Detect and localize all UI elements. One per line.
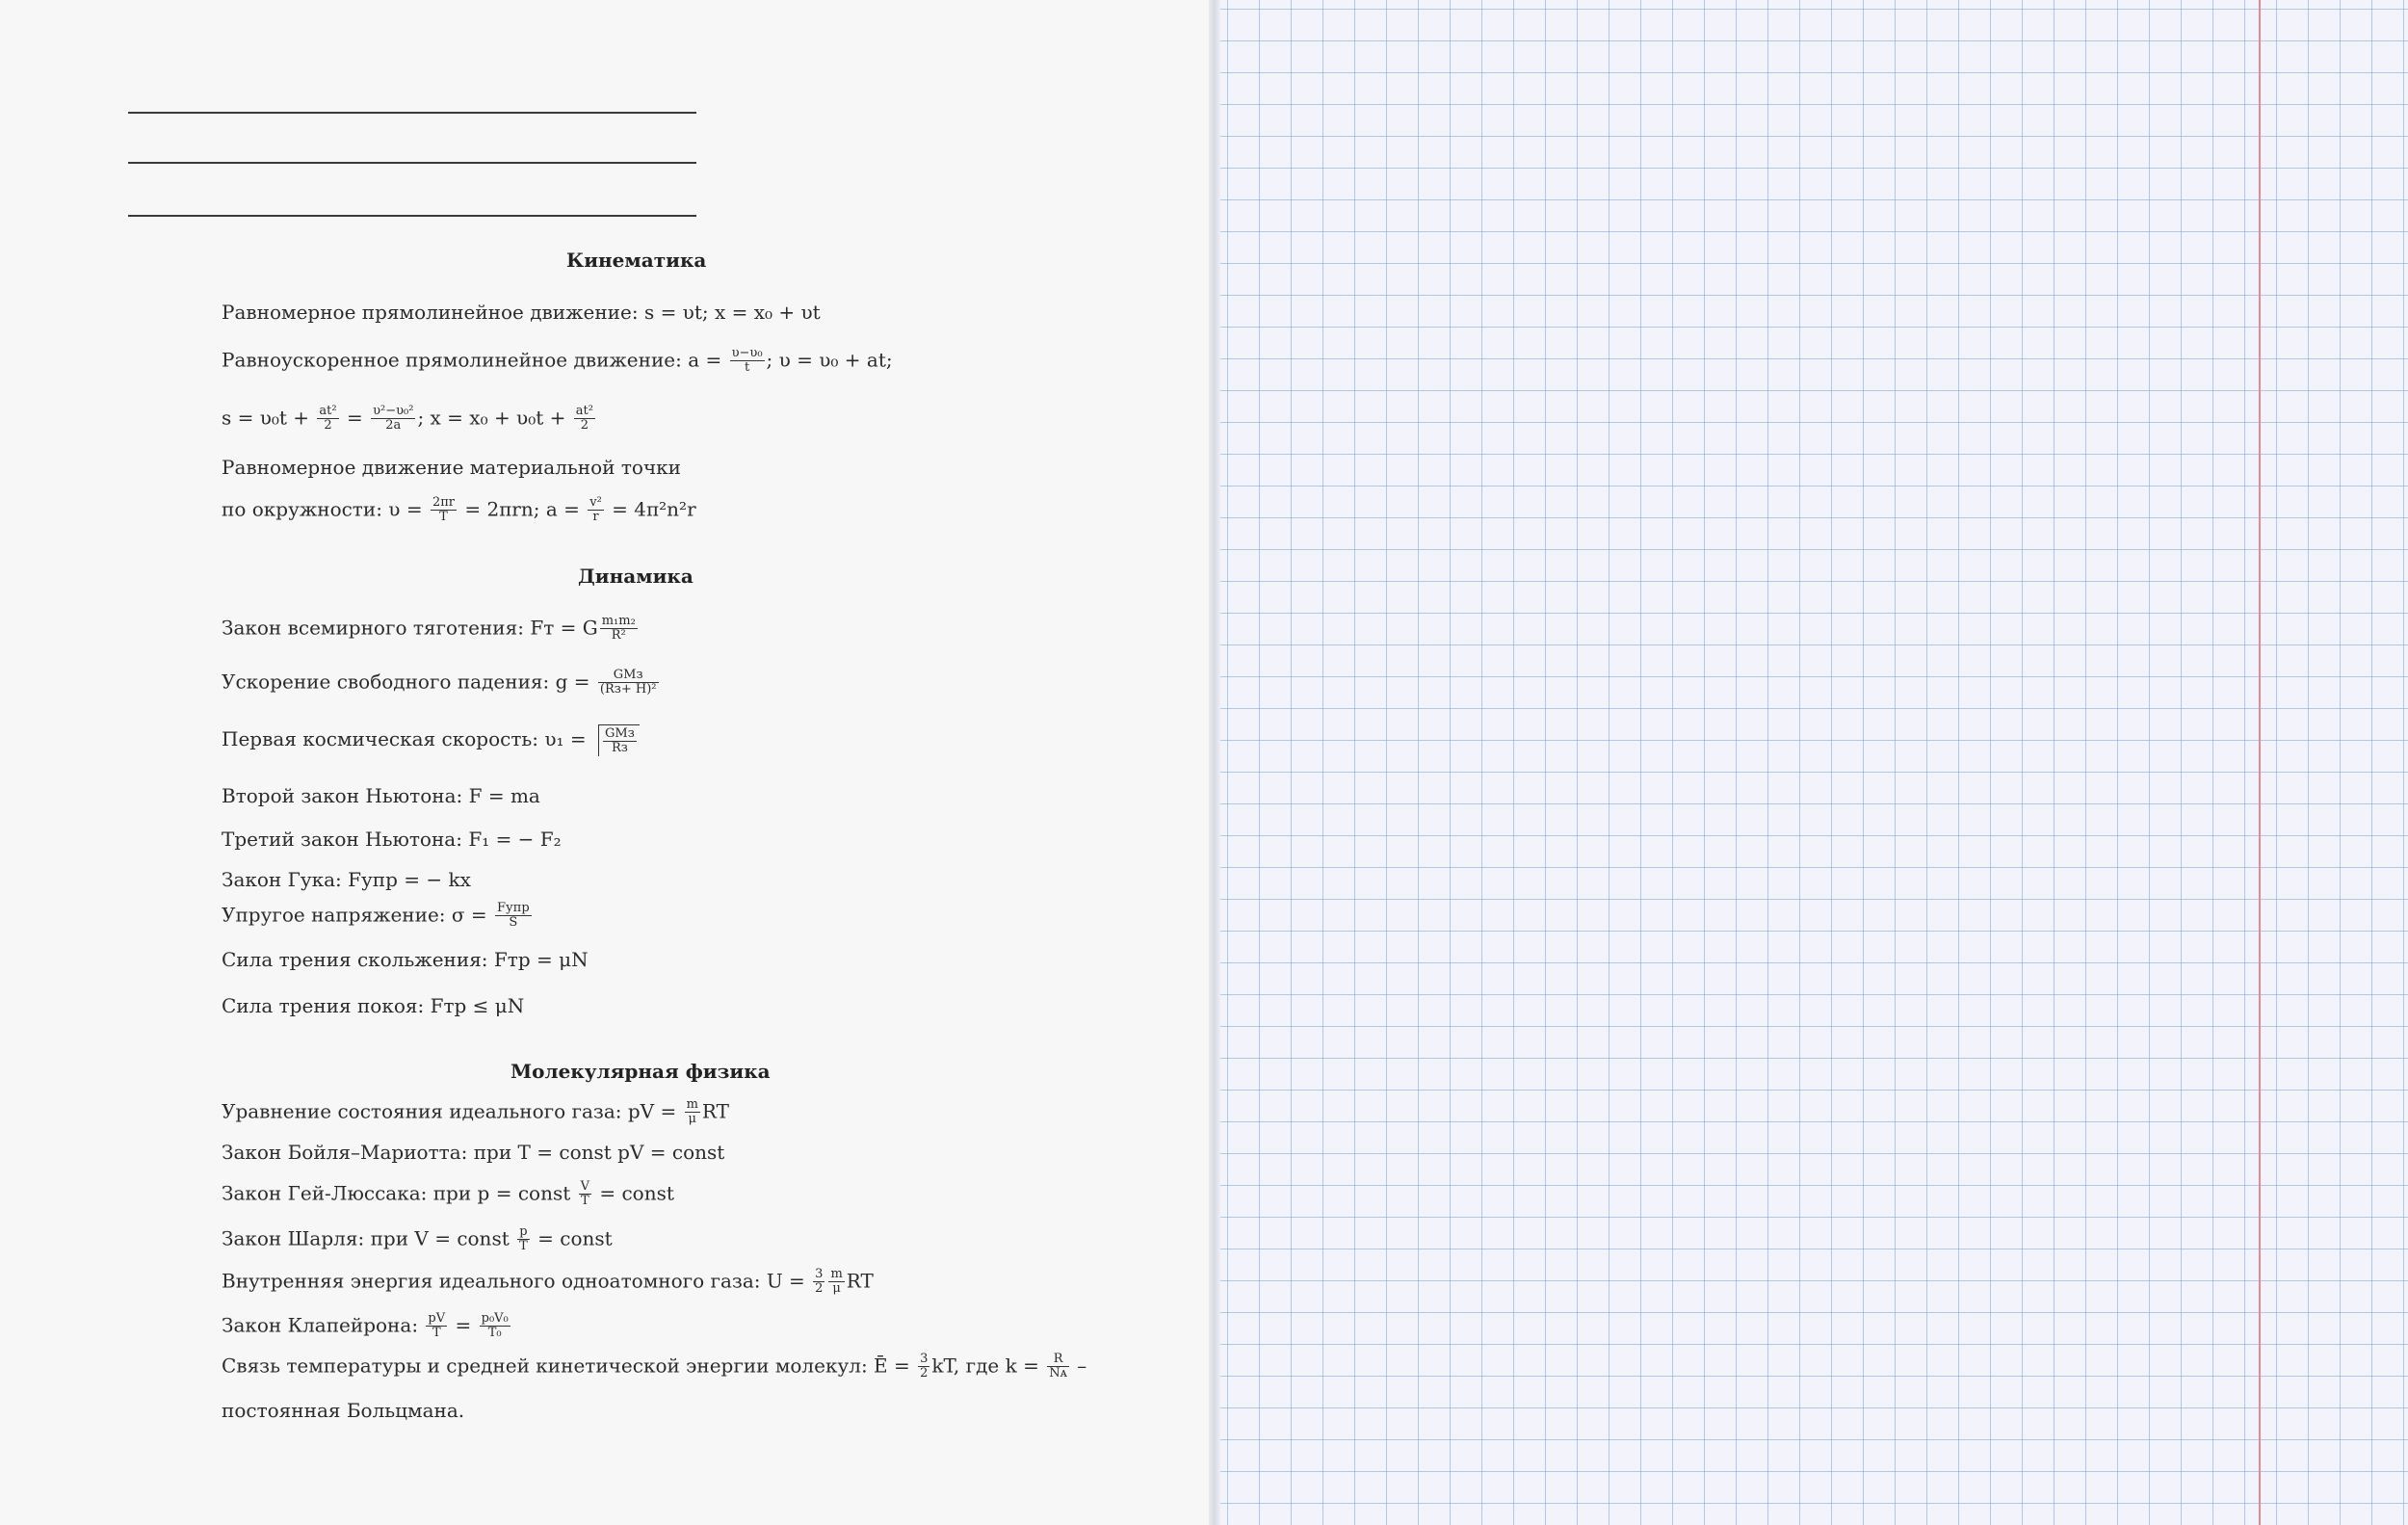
fraction: $\frac{pV}{T}$ [428,1311,446,1341]
fraction: $\frac{p}{T}$ [519,1224,528,1254]
fraction: $\frac{R}{\text{Nᴀ}}$ [1049,1352,1067,1381]
newton-third-law: Третий закон Ньютона: F₁ = − F₂ [222,828,562,851]
sliding-friction-formula: Сила трения скольжения: Fтр = μN [222,948,589,971]
free-fall-formula: Ускорение свободного падения: g = $\frac{\text{GMз}}{\text{(Rз+ H)²}}$ [222,668,657,697]
gravitation-formula: Закон всемирного тяготения: Fт = G $\frac{\text{m₁m₂}}{\text{R²}}$ [222,614,636,644]
circular-motion-label: Равномерное движение материальной точки [222,456,682,479]
margin-line [2259,0,2261,1525]
fraction: $\frac{V}{T}$ [580,1179,589,1209]
grid-paper-page [1220,0,2408,1525]
fraction: $\frac{\text{v²}}{r}$ [589,495,602,525]
dynamics-heading: Динамика [578,565,694,588]
boltzmann-constant-label: постоянная Больцмана. [222,1399,465,1422]
internal-energy-formula: Внутренняя энергия идеального одноатомного газа: U = $\frac{3}{2}$ $\frac{m}{\mu}$ RT [222,1267,874,1297]
fraction: $\frac{2\pi r}{T}$ [432,495,455,525]
ideal-gas-equation: Уравнение состояния идеального газа: pV = $\frac{m}{\mu}$ RT [222,1097,729,1127]
kinetic-energy-relation: Связь температуры и средней кинетической энергии молекул: Ē = $\frac{3}{2}$ kT, где k = $\frac{R}{\text{Nᴀ}}$ – [222,1352,1087,1381]
fraction: $\frac{\text{at²}}{2}$ [575,404,593,434]
notebook-spine [1209,0,1220,1525]
displacement-formula: s = υ₀t + $\frac{\text{at²}}{2}$ = $\frac{\text{υ²−υ₀²}}{2a}$ ; x = x₀ + υ₀t + $\frac{\text{at²}}{2}$ [222,404,593,434]
kinematics-heading: Кинематика [566,249,707,272]
fraction: $\frac{\text{Fупр}}{S}$ [497,901,530,931]
circular-motion-formula: по окружности: υ = $\frac{2\pi r}{T}$ = 2πrn; a = $\frac{\text{v²}}{r}$ = 4π²n²r [222,495,696,525]
fraction: $\frac{\text{υ²−υ₀²}}{2a}$ [373,404,414,434]
fraction: $\frac{\text{GMз}}{Rз}$ [605,726,635,756]
fraction: $\frac{m}{\mu}$ [830,1267,843,1297]
molecular-physics-heading: Молекулярная физика [510,1060,771,1083]
charles-law: Закон Шарля: при V = const $\frac{p}{T}$ = const [222,1224,613,1254]
fraction: $\frac{3}{2}$ [920,1352,929,1381]
clapeyron-law: Закон Клапейрона: $\frac{pV}{T}$ = $\frac{\text{p₀V₀}}{\text{T₀}}$ [222,1311,509,1341]
boyle-mariotte-law: Закон Бойля–Мариотта: при T = const pV = const [222,1141,725,1164]
fraction: $\frac{\text{m₁m₂}}{\text{R²}}$ [601,614,636,644]
square-root [598,724,640,756]
fraction: $\frac{3}{2}$ [815,1267,824,1297]
elastic-stress-formula: Упругое напряжение: σ = $\frac{\text{Fупр}}{S}$ [222,901,530,931]
hooke-law: Закон Гука: Fупр = − kx [222,868,471,891]
first-cosmic-velocity-formula: Первая космическая скорость: υ₁ = $\frac{\text{GMз}}{Rз}$ [222,724,640,756]
name-line-3 [128,215,696,217]
gay-lussac-law: Закон Гей-Люссака: при p = const $\frac{V}{T}$ = const [222,1179,674,1209]
name-line-2 [128,162,696,164]
fraction: $\frac{m}{\mu}$ [686,1097,698,1127]
fraction: $\frac{\text{p₀V₀}}{\text{T₀}}$ [481,1311,509,1341]
uniform-motion-formula: Равномерное прямолинейное движение: s = υt; x = x₀ + υt [222,301,821,324]
fraction: $\frac{\text{υ−υ₀}}{t}$ [731,346,763,376]
name-line-1 [128,112,696,114]
static-friction-formula: Сила трения покоя: Fтр ≤ μN [222,994,525,1017]
newton-second-law: Второй закон Ньютона: F = ma [222,784,540,807]
fraction: $\frac{\text{GMз}}{\text{(Rз+ H)²}}$ [599,668,657,697]
fraction: $\frac{\text{at²}}{2}$ [319,404,337,434]
accelerated-motion-formula: Равноускоренное прямолинейное движение: a = $\frac{\text{υ−υ₀}}{t}$ ; υ = υ₀ + at; [222,346,893,376]
